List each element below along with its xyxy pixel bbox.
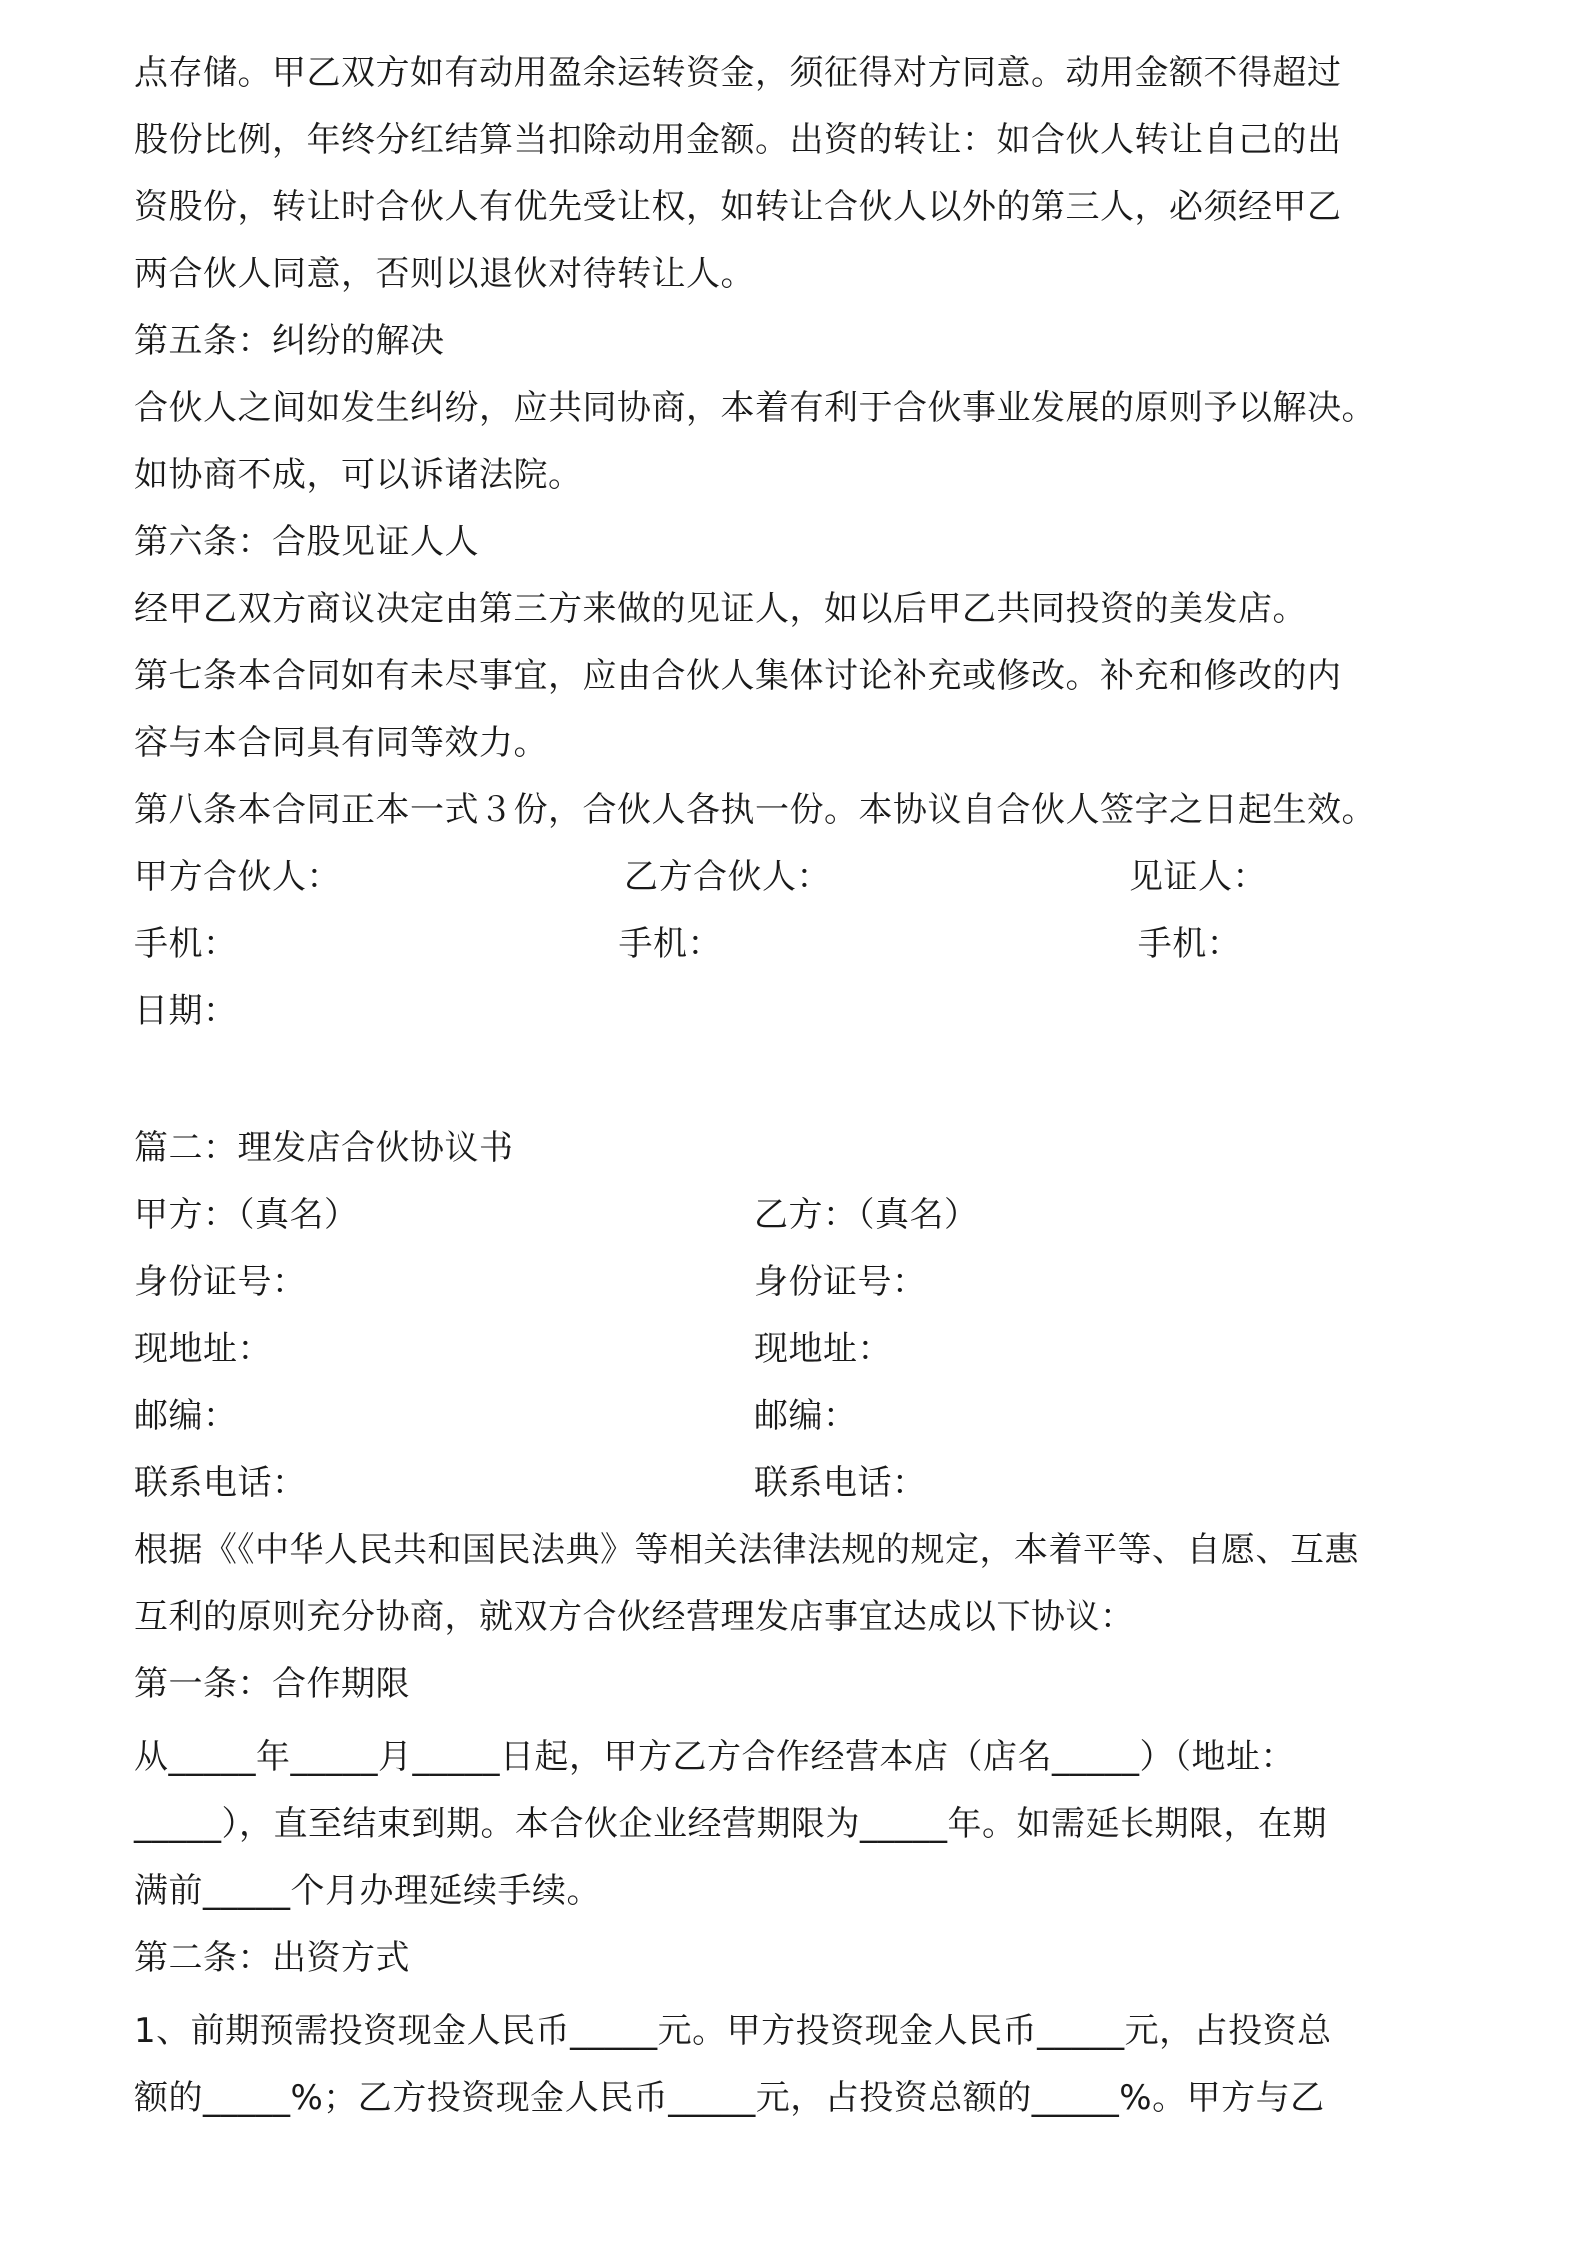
signature-row	[134, 844, 1464, 911]
text-line: 两合伙人同意，否则以退伙对待转让人。	[134, 254, 755, 294]
signature-party-b: 乙方合伙人：	[624, 857, 831, 897]
text-line: 第八条本合同正本一式３份，合伙人各执一份。本协议自合伙人签字之日起生效。	[134, 790, 1376, 830]
article-heading: 第一条：合作期限	[134, 1664, 410, 1704]
text-line: 容与本合同具有同等效力。	[134, 723, 548, 763]
section-gap	[134, 1045, 1464, 1115]
party-row	[134, 1316, 1464, 1383]
party-b-field: 联系电话：	[754, 1463, 927, 1503]
phone-party-b: 手机：	[618, 924, 722, 964]
article-heading: 第二条：出资方式	[134, 1938, 410, 1978]
article-heading: 第六条：合股见证人人	[134, 522, 479, 562]
signature-party-a: 甲方合伙人：	[134, 857, 341, 897]
text-line: 如协商不成，可以诉诸法院。	[134, 455, 583, 495]
text-line: _____），直至结束到期。本合伙企业经营期限为_____年。如需延长期限，在期	[134, 1804, 1327, 1844]
text-line: 第七条本合同如有未尽事宜，应由合伙人集体讨论补充或修改。补充和修改的内	[134, 656, 1342, 696]
text-line: 从_____年_____月_____日起，甲方乙方合作经营本店（店名_____）（地址：	[134, 1737, 1295, 1777]
text-line: 经甲乙双方商议决定由第三方来做的见证人，如以后甲乙共同投资的美发店。	[134, 589, 1307, 629]
document-page	[134, 40, 1464, 2132]
text-line: 根据《《中华人民共和国民法典》等相关法律法规的规定，本着平等、自愿、互惠	[134, 1530, 1359, 1570]
text-line: 合伙人之间如发生纠纷，应共同协商，本着有利于合伙事业发展的原则予以解决。	[134, 388, 1376, 428]
date-label: 日期：	[134, 991, 238, 1031]
party-b-field: 现地址：	[754, 1329, 892, 1369]
text-line: 股份比例，年终分红结算当扣除动用金额。出资的转让：如合伙人转让自己的出	[134, 120, 1342, 160]
phone-party-a: 手机：	[134, 924, 238, 964]
text-line: 点存储。甲乙双方如有动用盈余运转资金，须征得对方同意。动用金额不得超过	[134, 53, 1342, 93]
party-row	[134, 1182, 1464, 1249]
party-row	[134, 1249, 1464, 1316]
text-line: 资股份，转让时合伙人有优先受让权，如转让合伙人以外的第三人，必须经甲乙	[134, 187, 1342, 227]
text-line: 1、前期预需投资现金人民币_____元。甲方投资现金人民币_____元，占投资总	[134, 2011, 1332, 2051]
party-a-field: 现地址：	[134, 1329, 272, 1369]
party-row	[134, 1383, 1464, 1450]
text-line: 额的_____%；乙方投资现金人民币_____元，占投资总额的_____%。甲方与乙	[134, 2078, 1325, 2118]
party-a-field: 身份证号：	[134, 1262, 307, 1302]
party-b-field: 邮编：	[754, 1396, 858, 1436]
phone-row	[134, 911, 1464, 978]
text-line: 满前_____个月办理延续手续。	[134, 1871, 601, 1911]
text-line: 互利的原则充分协商，就双方合伙经营理发店事宜达成以下协议：	[134, 1597, 1135, 1637]
party-b-field: 身份证号：	[754, 1262, 927, 1302]
party-a-field: 邮编：	[134, 1396, 238, 1436]
signature-witness: 见证人：	[1129, 857, 1267, 897]
phone-witness: 手机：	[1137, 924, 1242, 964]
party-b-field: 乙方：（真名）	[754, 1195, 979, 1235]
party-row	[134, 1450, 1464, 1517]
section-title: 篇二：理发店合伙协议书	[134, 1128, 514, 1168]
article-heading: 第五条：纠纷的解决	[134, 321, 445, 361]
party-a-field: 甲方：（真名）	[134, 1195, 359, 1235]
party-a-field: 联系电话：	[134, 1463, 307, 1503]
